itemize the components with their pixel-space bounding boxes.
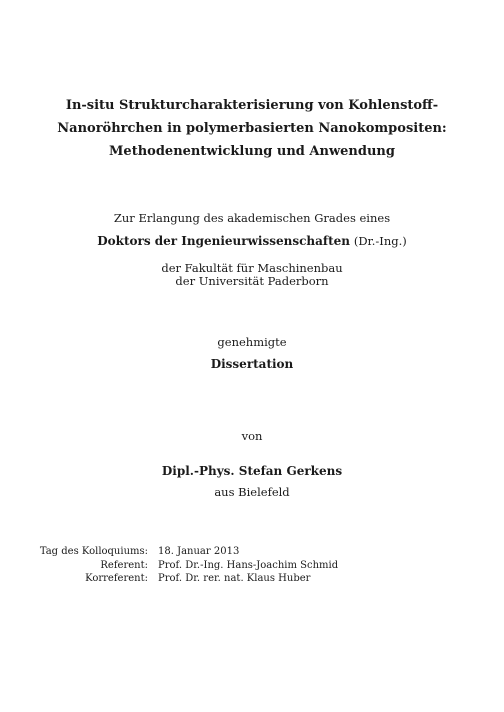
thesis-title-line-1: In-situ Strukturcharakterisierung von Kohlenstoff- — [65, 98, 439, 113]
author-by: von — [241, 429, 263, 443]
faculty-line-2: der Universität Paderborn — [175, 274, 329, 288]
detail-value: Prof. Dr.-Ing. Hans-Joachim Schmid — [158, 559, 339, 571]
author-origin: aus Bielefeld — [214, 485, 290, 499]
thesis-title-line-3: Methodenentwicklung und Anwendung — [109, 144, 395, 159]
degree-intro: Zur Erlangung des akademischen Grades eines — [113, 211, 391, 225]
detail-value: 18. Januar 2013 — [158, 546, 240, 557]
approval-label: genehmigte — [217, 335, 287, 349]
detail-row-korreferent — [0, 572, 338, 586]
degree-line — [0, 233, 504, 249]
detail-row-referent — [0, 559, 338, 573]
document-type: Dissertation — [210, 357, 294, 371]
faculty-line-1: der Fakultät für Maschinenbau — [161, 261, 343, 275]
committee-details — [0, 545, 338, 586]
detail-label: Tag des Kolloquiums: — [39, 546, 148, 557]
detail-label: Korreferent: — [85, 573, 148, 584]
degree-name: Doktors der Ingenieurwissenschaften — [97, 234, 350, 248]
thesis-title-line-2: Nanoröhrchen in polymerbasierten Nanokompositen: — [57, 121, 447, 136]
author-name: Dipl.-Phys. Stefan Gerkens — [161, 464, 343, 478]
detail-label: Referent: — [100, 559, 148, 571]
detail-row-colloquium — [0, 545, 338, 559]
detail-value: Prof. Dr. rer. nat. Klaus Huber — [158, 573, 311, 584]
degree-abbreviation: (Dr.-Ing.) — [353, 234, 407, 248]
